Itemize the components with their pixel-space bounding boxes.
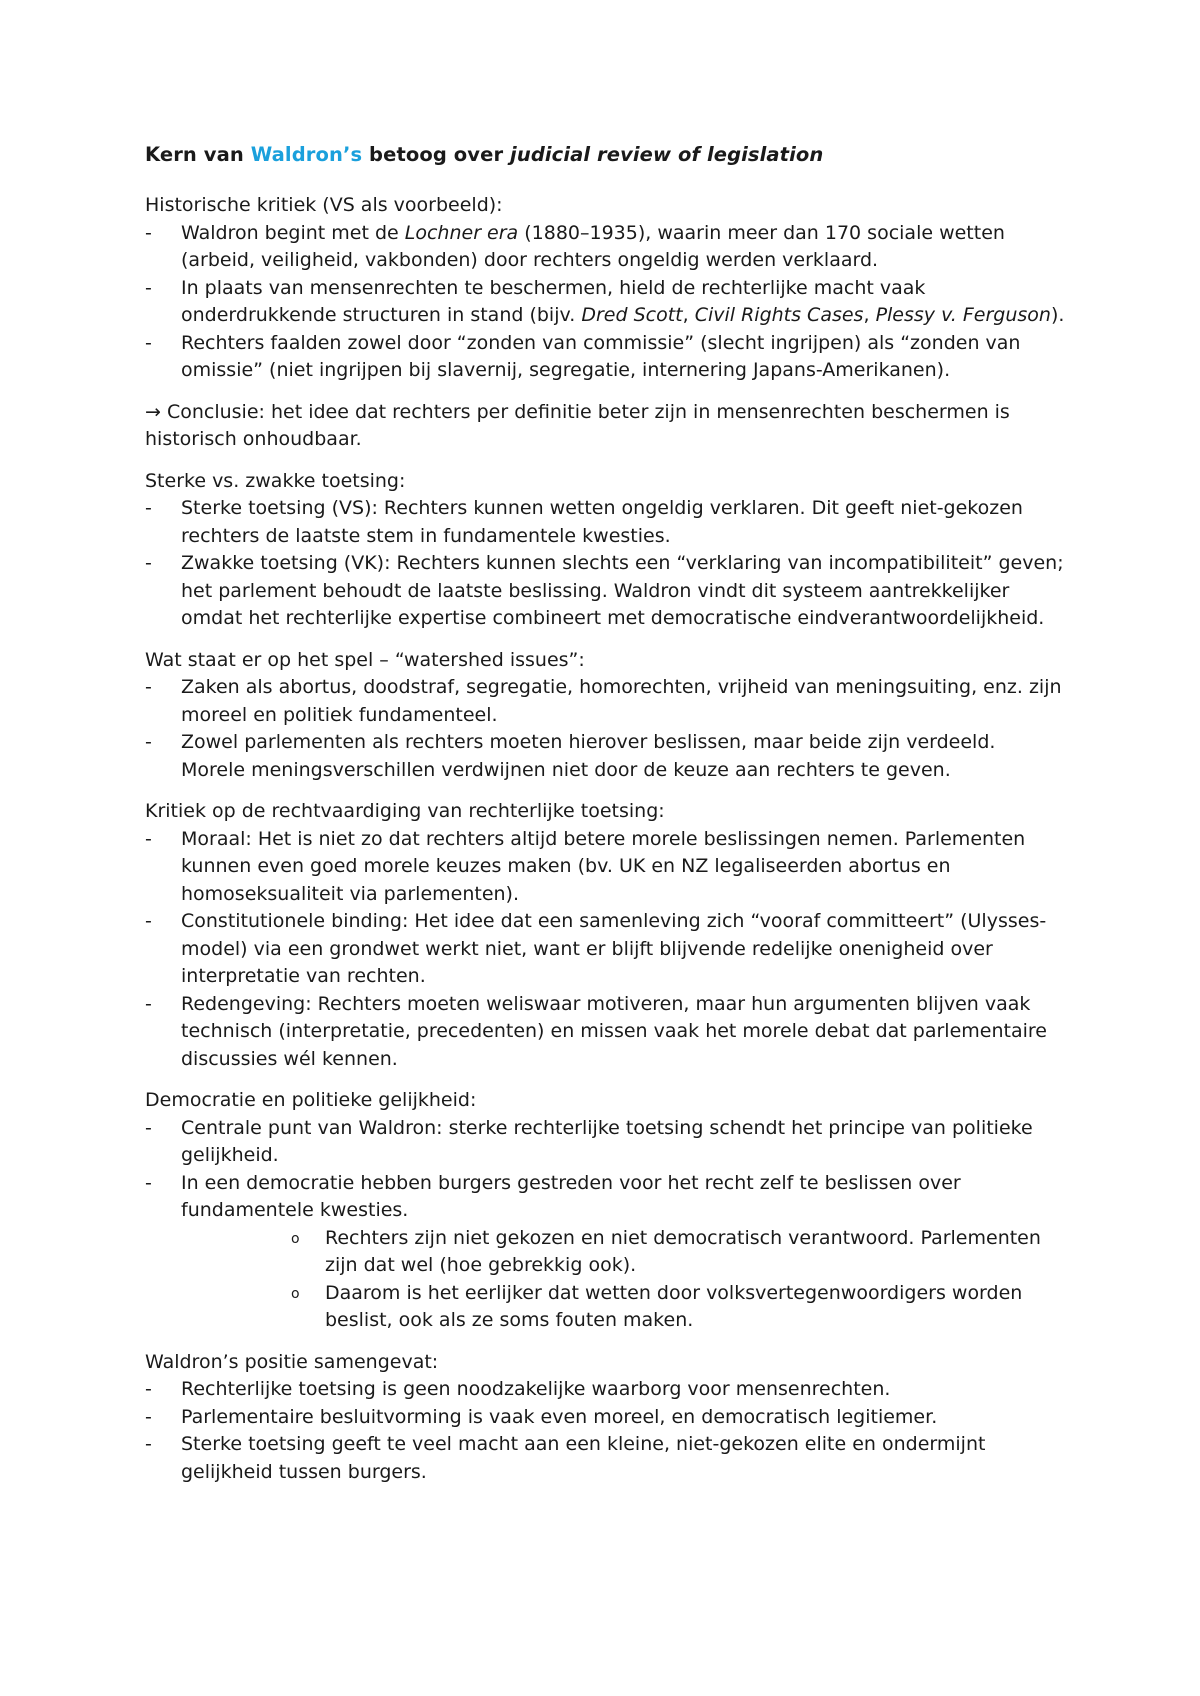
- list-item: - Sterke toetsing geeft te veel macht aan een kleine, niet-gekozen elite en ondermijnt gelijkheid tussen burgers.: [145, 1431, 1065, 1486]
- list-item: - Constitutionele binding: Het idee dat een samenleving zich “vooraf committeert” (Ulysses-model) via een grondwet werkt niet, want er blijft blijvende redelijke onenigheid over interpretatie van rechten.: [145, 908, 1065, 991]
- conclusion-paragraph: → Conclusie: het idee dat rechters per definitie beter zijn in mensenrechten beschermen is historisch onhoudbaar.: [145, 400, 1010, 450]
- list-item: - Parlementaire besluitvorming is vaak even moreel, en democratisch legitiemer.: [145, 1404, 1065, 1432]
- list-item: - Zaken als abortus, doodstraf, segregatie, homorechten, vrijheid van meningsuiting, enz. zijn moreel en politiek fundamenteel.: [145, 674, 1065, 729]
- section-heading: Waldron’s positie samengevat:: [145, 1350, 439, 1373]
- bullet-list: [145, 1115, 1065, 1225]
- section-watershed-issues: [145, 647, 1065, 785]
- list-item: - In een democratie hebben burgers gestreden voor het recht zelf te beslissen over fundamentele kwesties.: [145, 1170, 1065, 1225]
- list-item: - Zowel parlementen als rechters moeten hierover beslissen, maar beide zijn verdeeld. Morele meningsverschillen verdwijnen niet door de keuze aan rechters te geven.: [145, 729, 1065, 784]
- sub-bullet-list: [145, 1225, 1065, 1335]
- sub-list-item: o Daarom is het eerlijker dat wetten door volksvertegenwoordigers worden beslist, ook als ze soms fouten maken.: [145, 1280, 1065, 1335]
- bullet-list: [145, 674, 1065, 784]
- document-title: Kern van Waldron’s betoog over judicial review of legislation: [145, 143, 824, 166]
- list-item: - Rechterlijke toetsing is geen noodzakelijke waarborg voor mensenrechten.: [145, 1376, 1065, 1404]
- list-item: - Centrale punt van Waldron: sterke rechterlijke toetsing schendt het principe van politieke gelijkheid.: [145, 1115, 1065, 1170]
- section-historische-kritiek: [145, 192, 1065, 385]
- list-item: - Rechters faalden zowel door “zonden van commissie” (slecht ingrijpen) als “zonden van omissie” (niet ingrijpen bij slavernij, segregatie, internering Japans-Amerikanen).: [145, 330, 1065, 385]
- section-heading: Wat staat er op het spel – “watershed issues”:: [145, 648, 585, 671]
- section-conclusie: [145, 399, 1065, 454]
- section-heading: Democratie en politieke gelijkheid:: [145, 1089, 477, 1111]
- list-item: - Redengeving: Rechters moeten weliswaar motiveren, maar hun argumenten blijven vaak technisch (interpretatie, precedenten) en missen vaak het morele debat dat parlementaire discussies wél kennen.: [145, 991, 1065, 1074]
- section-democratie: [145, 1087, 1065, 1335]
- sub-list-item: o Rechters zijn niet gekozen en niet democratisch verantwoord. Parlementen zijn dat wel (hoe gebrekkig ook).: [145, 1225, 1065, 1280]
- title-accent: Waldron’s: [250, 143, 363, 166]
- section-positie-samengevat: [145, 1349, 1065, 1487]
- section-heading: Sterke vs. zwakke toetsing:: [145, 469, 406, 492]
- section-heading: Historische kritiek (VS als voorbeeld):: [145, 194, 503, 216]
- list-item: - In plaats van mensenrechten te beschermen, hield de rechterlijke macht vaak onderdrukkende structuren in stand (bijv. Dred Scott, Civil Rights Cases, Plessy v. Ferguson).: [145, 275, 1065, 330]
- bullet-list: [145, 1376, 1065, 1486]
- bullet-list: [145, 220, 1065, 385]
- section-kritiek-rechtvaardiging: [145, 798, 1065, 1073]
- title-italic: judicial review of legislation: [510, 143, 824, 166]
- section-sterke-zwakke-toetsing: [145, 468, 1065, 633]
- list-item: - Sterke toetsing (VS): Rechters kunnen wetten ongeldig verklaren. Dit geeft niet-gekozen rechters de laatste stem in fundamentele kwesties.: [145, 495, 1065, 550]
- list-item: - Moraal: Het is niet zo dat rechters altijd betere morele beslissingen nemen. Parlementen kunnen even goed morele keuzes maken (bv. UK en NZ legaliseerden abortus en homoseksualiteit via parlementen).: [145, 826, 1065, 909]
- bullet-list: [145, 495, 1065, 633]
- document-page: [145, 142, 1065, 1500]
- list-item: - Zwakke toetsing (VK): Rechters kunnen slechts een “verklaring van incompatibiliteit” geven; het parlement behoudt de laatste beslissing. Waldron vindt dit systeem aantrekkelijker omdat het rechterlijke expertise combineert met democratische eindverantwoordelijkheid.: [145, 550, 1065, 633]
- list-item: - Waldron begint met de Lochner era (1880–1935), waarin meer dan 170 sociale wetten (arbeid, veiligheid, vakbonden) door rechters ongeldig werden verklaard.: [145, 220, 1065, 275]
- bullet-list: [145, 826, 1065, 1074]
- section-heading: Kritiek op de rechtvaardiging van rechterlijke toetsing:: [145, 800, 665, 822]
